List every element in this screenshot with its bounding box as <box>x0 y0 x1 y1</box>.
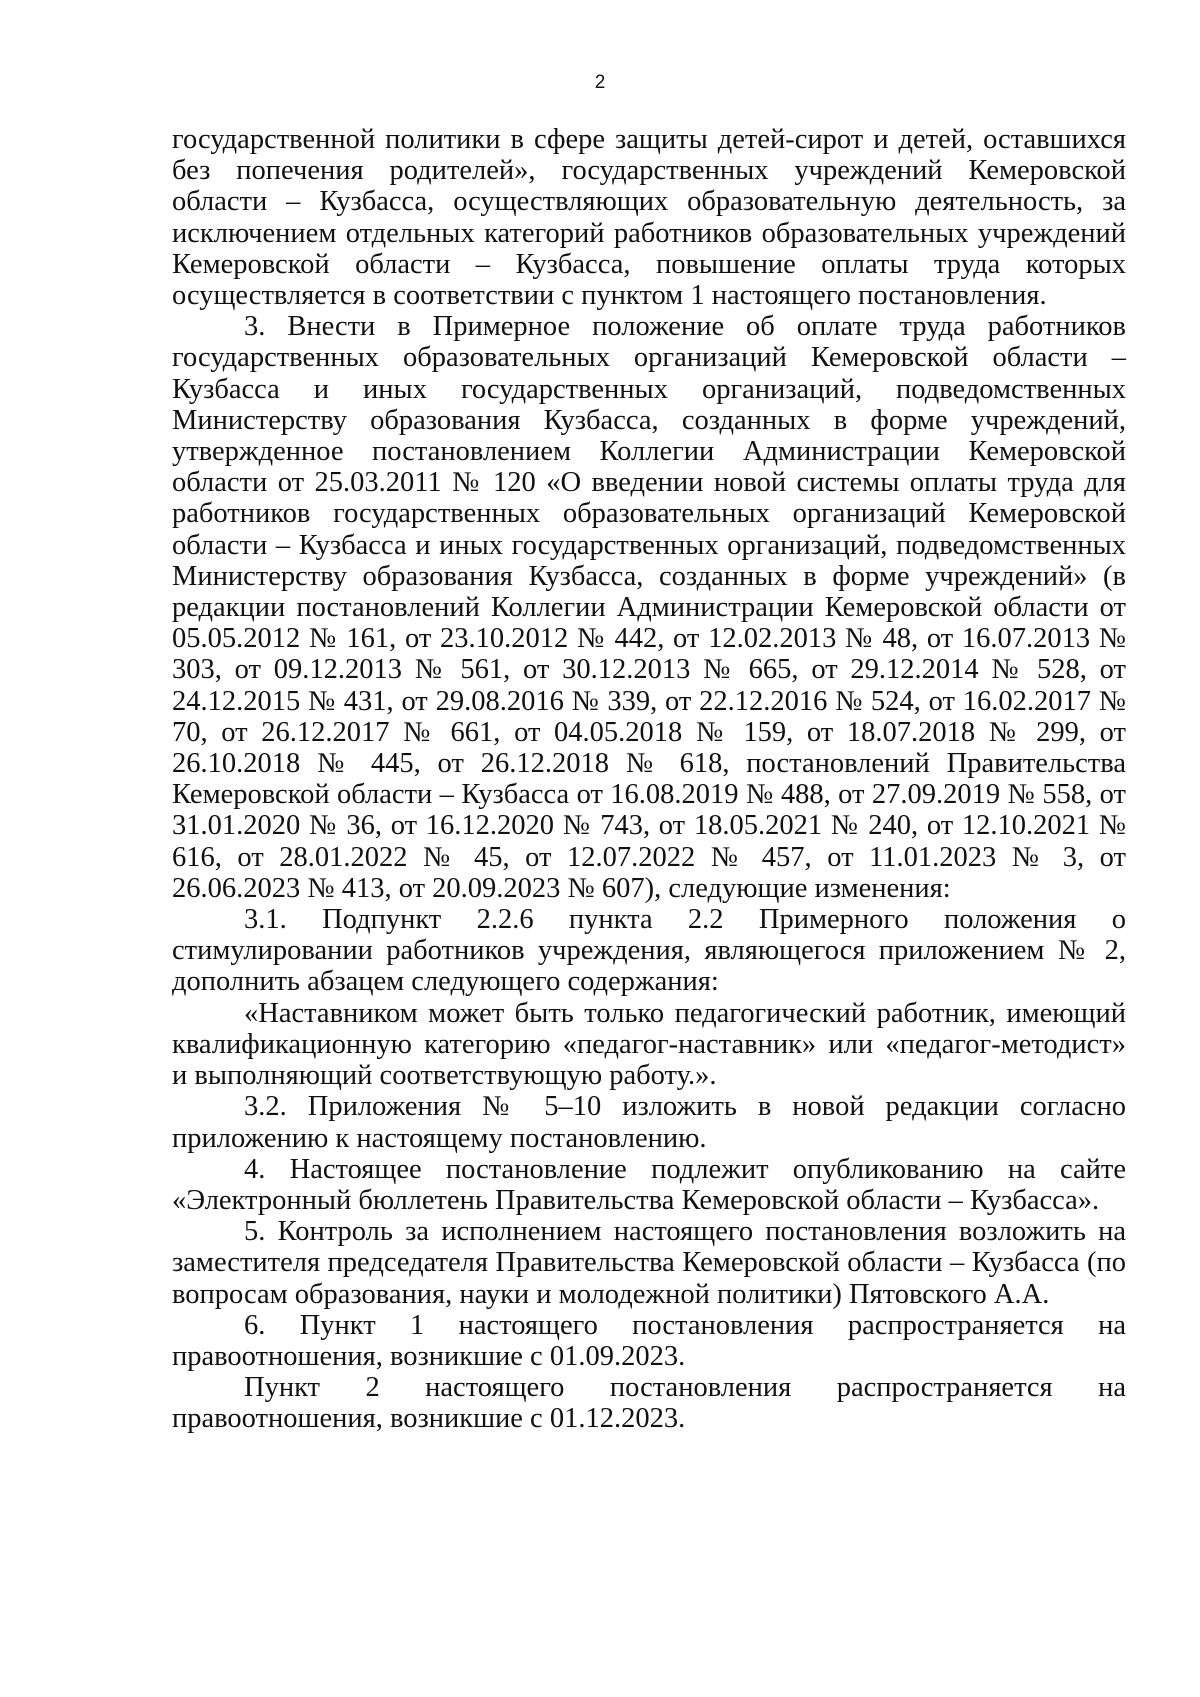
paragraph-item-5: 5. Контроль за исполнением настоящего постановления возложить на заместителя председателя Правительства Кемеровской области – Кузбасса (по вопросам образования, науки и молодежной политики) Пятовского А.А. <box>172 1216 1126 1310</box>
paragraph-item-6: 6. Пункт 1 настоящего постановления распространяется на правоотношения, возникшие с 01.09.2023. <box>172 1309 1126 1372</box>
paragraph-item-3-1: 3.1. Подпункт 2.2.6 пункта 2.2 Примерного положения о стимулировании работников учреждения, являющегося приложением № 2, дополнить абзацем следующего содержания: <box>172 904 1126 998</box>
paragraph-item-3-2: 3.2. Приложения № 5–10 изложить в новой редакции согласно приложению к настоящему постановлению. <box>172 1091 1126 1154</box>
paragraph-item-6-cont: Пункт 2 настоящего постановления распространяется на правоотношения, возникшие с 01.12.2023. <box>172 1372 1126 1435</box>
paragraph-item-4: 4. Настоящее постановление подлежит опубликованию на сайте «Электронный бюллетень Правительства Кемеровской области – Кузбасса». <box>172 1153 1126 1216</box>
paragraph-quote: «Наставником может быть только педагогический работник, имеющий квалификационную категорию «педагог-наставник» или «педагог-методист» и выполняющий соответствующую работу.». <box>172 997 1126 1092</box>
paragraph-item-3: 3. Внести в Примерное положение об оплате труда работников государственных образовательных организаций Кемеровской области – Кузбасса и иных государственных организаций, подведомственных Министерству образования Кузбасса, созданных в форме учреждений, утвержденное постановлением Коллегии Администрации Кемеровской области от 25.03.2011 № 120 «О введении новой системы оплаты труда для работников государственных образовательных организаций Кемеровской области – Кузбасса и иных государственных организаций, подведомственных Министерству образования Кузбасса, созданных в форме учреждений» (в редакции постановлений Коллегии Администрации Кемеровской области от 05.05.2012 № 161, от 23.10.2012 № 442, от 12.02.2013 № 48, от 16.07.2013 № 303, от 09.12.2013 № 561, от 30.12.2013 № 665, от 29.12.2014 № 528, от 24.12.2015 № 431, от 29.08.2016 № 339, от 22.12.2016 № 524, от 16.02.2017 № 70, от 26.12.2017 № 661, от 04.05.2018 № 159, от 18.07.2018 № 299, от 26.10.2018 № 445, от 26.12.2018 № 618, постановлений Правительства Кемеровской области – Кузбасса от 16.08.2019 № 488, от 27.09.2019 № 558, от 31.01.2020 № 36, от 16.12.2020 № 743, от 18.05.2021 № 240, от 12.10.2021 № 616, от 28.01.2022 № 45, от 12.07.2022 № 457, от 11.01.2023 № 3, от 26.06.2023 № 413, от 20.09.2023 № 607), следующие изменения: <box>172 311 1126 904</box>
document-body <box>172 124 1126 1435</box>
page-number: 2 <box>594 72 606 93</box>
paragraph-continuation: государственной политики в сфере защиты детей-сирот и детей, оставшихся без попечения родителей», государственных учреждений Кемеровской области – Кузбасса, осуществляющих образовательную деятельность, за исключением отдельных категорий работников образовательных учреждений Кемеровской области – Кузбасса, повышение оплаты труда которых осуществляется в соответствии с пунктом 1 настоящего постановления. <box>172 124 1126 312</box>
